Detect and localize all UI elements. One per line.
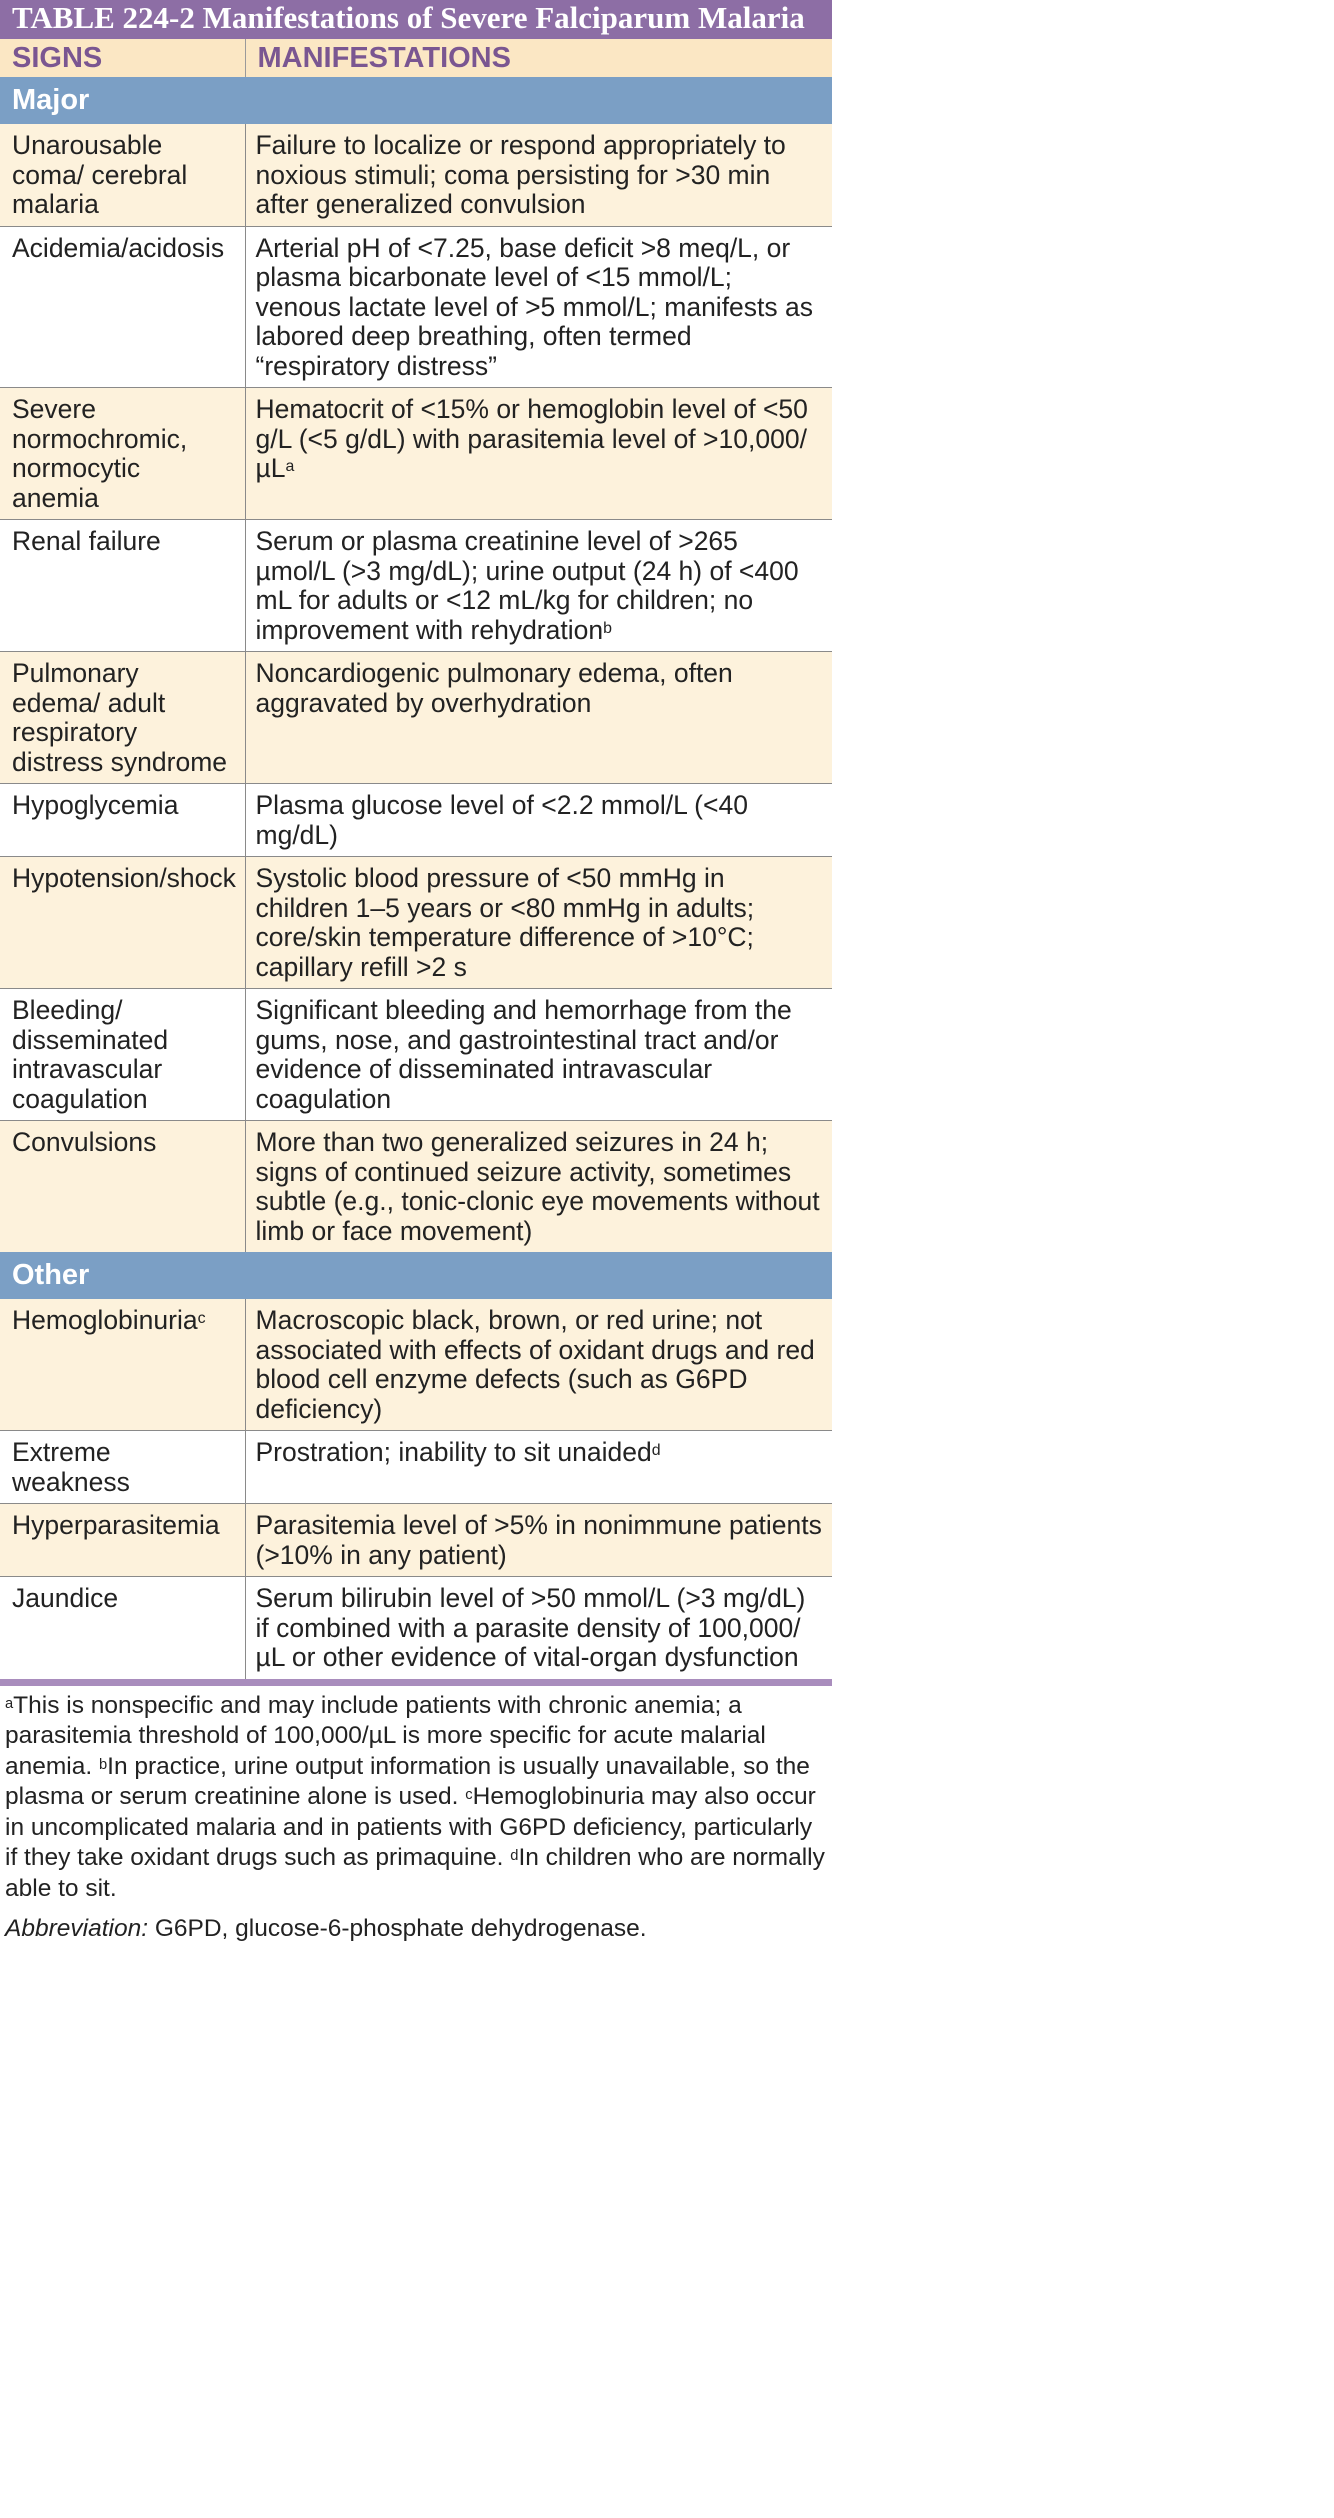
table-row — [0, 1577, 832, 1679]
manifestation-cell — [245, 652, 832, 784]
sign-text: Renal failure — [12, 526, 161, 556]
footnote-mark: b — [98, 1756, 108, 1773]
manifestation-cell — [245, 124, 832, 226]
footnote-marker: d — [651, 1442, 661, 1459]
manifestation-cell — [245, 1121, 832, 1253]
table-bottom-rule — [0, 1679, 832, 1686]
manifestation-cell — [245, 520, 832, 652]
manifestation-text: Serum or plasma creatinine level of >265 µmol/L (>3 mg/dL); urine output (24 h) of <400 mL for adults or <12 mL/kg for children; no improvement with rehydration — [255, 526, 799, 645]
manifestation-cell — [245, 784, 832, 857]
footnote-text: In children who are normally able to sit. — [5, 1844, 825, 1902]
manifestation-cell — [245, 857, 832, 989]
footnote-mark: d — [510, 1848, 519, 1864]
sign-cell — [0, 1121, 245, 1253]
table-row — [0, 1121, 832, 1253]
footnotes — [0, 1686, 832, 1945]
sign-cell — [0, 520, 245, 652]
footnote-text: This is nonspecific and may include patients with chronic anemia; a parasitemia threshold of 100,000/µL is more specific for acute malarial anemia. — [5, 1691, 766, 1780]
manifestation-text: Noncardiogenic pulmonary edema, often aggravated by overhydration — [255, 658, 733, 718]
manifestation-text: Significant bleeding and hemorrhage from the gums, nose, and gastrointestinal tract and/or evidence of disseminated intravascular coagulation — [255, 995, 792, 1114]
sign-cell — [0, 989, 245, 1121]
abbreviation-text: G6PD, glucose-6-phosphate dehydrogenase. — [148, 1915, 647, 1942]
manifestation-text: Hematocrit of <15% or hemoglobin level of <50 g/L (<5 g/dL) with parasitemia level of >10,000/µL — [255, 394, 808, 483]
footnote-marker: b — [603, 619, 612, 637]
abbreviation-label: Abbreviation: — [5, 1915, 149, 1942]
sign-cell — [0, 226, 245, 388]
manifestation-text: Serum bilirubin level of >50 mmol/L (>3 mg/dL) if combined with a parasite density of 100,000/µL or other evidence of vital-organ dysfunction — [255, 1583, 806, 1672]
sign-text: Hypotension/shock — [12, 863, 236, 893]
sign-cell — [0, 784, 245, 857]
sign-cell — [0, 1431, 245, 1504]
column-header-manifestations: MANIFESTATIONS — [245, 38, 832, 78]
manifestations-table — [0, 36, 832, 1679]
sign-text: Hemoglobinuria — [12, 1305, 198, 1335]
sign-cell — [0, 1577, 245, 1679]
manifestation-text: Prostration; inability to sit unaided — [255, 1437, 652, 1467]
section-row — [0, 1252, 832, 1299]
table-row — [0, 989, 832, 1121]
sign-cell — [0, 1299, 245, 1431]
manifestation-text: Plasma glucose level of <2.2 mmol/L (<40 mg/dL) — [255, 790, 748, 850]
sign-text: Hypoglycemia — [12, 790, 179, 820]
table-row — [0, 388, 832, 520]
sign-text: Hyperparasitemia — [12, 1510, 220, 1540]
manifestation-text: More than two generalized seizures in 24 h; signs of continued seizure activity, sometimes subtle (e.g., tonic-clonic eye movements without limb or face movement) — [255, 1127, 820, 1246]
manifestation-text: Parasitemia level of >5% in nonimmune patients (>10% in any patient) — [255, 1510, 822, 1570]
manifestation-cell — [245, 989, 832, 1121]
sign-text: Bleeding/ disseminated intravascular coagulation — [12, 995, 169, 1114]
manifestation-cell — [245, 226, 832, 388]
footnote-paragraph — [5, 1691, 827, 1905]
manifestation-cell — [245, 1504, 832, 1577]
table-row — [0, 652, 832, 784]
table-body — [0, 77, 832, 1679]
manifestation-cell — [245, 388, 832, 520]
footnote-mark: c — [465, 1787, 473, 1803]
sign-text: Convulsions — [12, 1127, 157, 1157]
footnote-text: Hemoglobinuria may also occur in uncomplicated malaria and in patients with G6PD deficiency, particularly if they take oxidant drugs such as primaquine. — [5, 1783, 816, 1871]
table-row — [0, 124, 832, 226]
manifestation-cell — [245, 1577, 832, 1679]
manifestation-text: Failure to localize or respond appropriately to noxious stimuli; coma persisting for >30 min after generalized convulsion — [255, 130, 786, 219]
sign-cell — [0, 1504, 245, 1577]
table-row — [0, 226, 832, 388]
manifestation-cell — [245, 1299, 832, 1431]
sign-text: Acidemia/acidosis — [12, 232, 225, 263]
manifestation-cell — [245, 1431, 832, 1504]
table-row — [0, 1431, 832, 1504]
table-row — [0, 520, 832, 652]
manifestation-text: Arterial pH of <7.25, base deficit >8 meq/L, or plasma bicarbonate level of <15 mmol/L; venous lactate level of >5 mmol/L; manifests as labored deep breathing, often termed “respiratory distress” — [255, 232, 814, 381]
table-row — [0, 1504, 832, 1577]
footnote-text: In practice, urine output information is usually unavailable, so the plasma or serum creatinine alone is used. — [5, 1752, 810, 1810]
footnote-marker: a — [285, 458, 295, 475]
section-label: Major — [0, 77, 832, 124]
sign-text: Severe normochromic, normocytic anemia — [12, 394, 188, 513]
table-title: TABLE 224-2 Manifestations of Severe Falciparum Malaria — [0, 0, 832, 36]
table-row — [0, 784, 832, 857]
sign-cell — [0, 857, 245, 989]
column-header-row — [0, 38, 832, 78]
abbreviation-note — [5, 1914, 827, 1945]
sign-cell — [0, 124, 245, 226]
sign-cell — [0, 388, 245, 520]
sign-text: Unarousable coma/ cerebral malaria — [12, 130, 188, 219]
section-row — [0, 77, 832, 124]
sign-cell — [0, 652, 245, 784]
footnote-marker: c — [197, 1310, 206, 1327]
manifestation-text: Macroscopic black, brown, or red urine; not associated with effects of oxidant drugs and red blood cell enzyme defects (such as G6PD deficiency) — [255, 1305, 815, 1424]
sign-text: Pulmonary edema/ adult respiratory distress syndrome — [12, 658, 228, 777]
sign-text: Extreme weakness — [12, 1437, 130, 1497]
section-label: Other — [0, 1252, 832, 1299]
manifestation-text: Systolic blood pressure of <50 mmHg in children 1–5 years or <80 mmHg in adults; core/skin temperature difference of >10°C; capillary refill >2 s — [255, 863, 755, 982]
table-row — [0, 1299, 832, 1431]
sign-text: Jaundice — [12, 1583, 119, 1613]
table-row — [0, 857, 832, 989]
footnote-mark: a — [5, 1695, 14, 1712]
column-header-signs: SIGNS — [0, 38, 245, 78]
